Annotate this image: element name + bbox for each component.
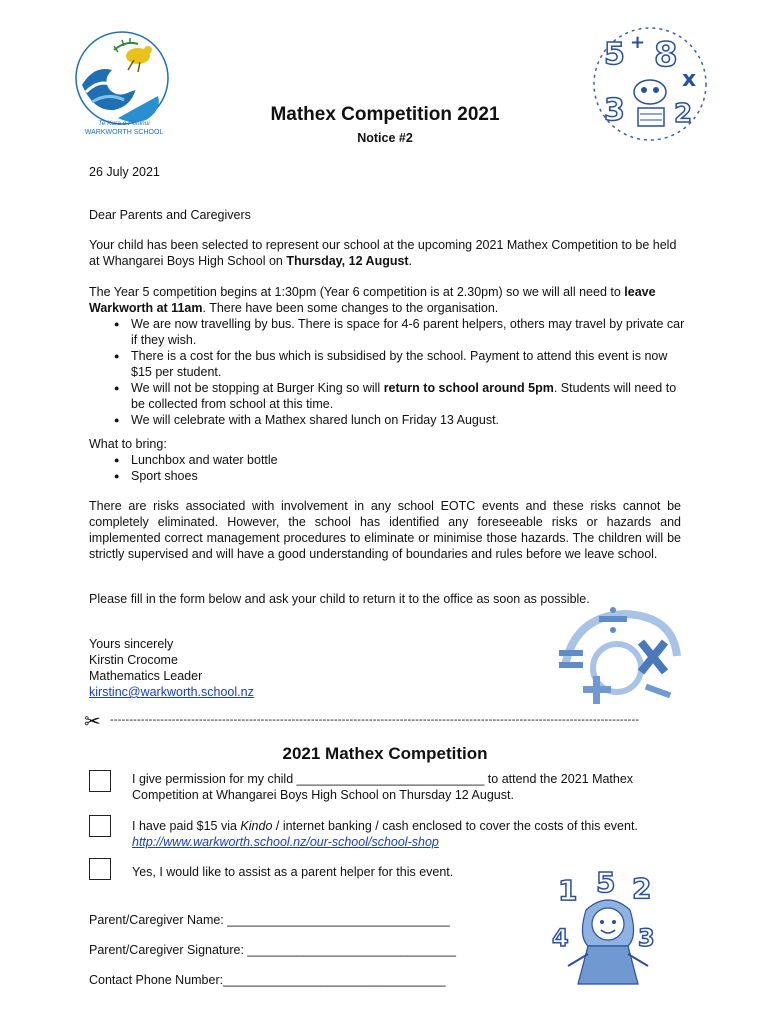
logo-school-name: WARKWORTH SCHOOL: [84, 129, 164, 136]
email-link[interactable]: kirstinc@warkworth.school.nz: [89, 685, 254, 699]
caregiver-signature-field[interactable]: Parent/Caregiver Signature: ______________________________: [89, 943, 456, 957]
helper-checkbox[interactable]: [89, 858, 111, 880]
numbers-collage-icon: [590, 24, 710, 144]
svg-text:2: 2: [674, 99, 693, 129]
list-item: ● Lunchbox and water bottle: [89, 452, 685, 468]
girl-numbers-art: [548, 866, 668, 990]
list-item: ● We will celebrate with a Mathex shared lunch on Friday 13 August.: [89, 412, 685, 428]
form-title: 2021 Mathex Competition: [282, 744, 488, 763]
svg-text:+: +: [630, 32, 646, 53]
school-shop-link[interactable]: http://www.warkworth.school.nz/our-school/school-shop: [132, 835, 439, 849]
bring-list: [89, 452, 685, 484]
svg-text:5: 5: [604, 37, 625, 72]
list-item: ● We are now travelling by bus. There is space for 4-6 parent helpers, others may travel by private car if they wish.: [89, 316, 685, 348]
form-request: Please fill in the form below and ask your child to return it to the office as soon as possible.: [89, 592, 590, 606]
svg-text:5: 5: [596, 866, 616, 899]
signatory-role: Mathematics Leader: [89, 669, 203, 683]
bring-heading: What to bring:: [89, 437, 167, 451]
svg-text:x: x: [682, 67, 697, 92]
competition-paragraph: The Year 5 competition begins at 1:30pm (Year 6 competition is at 2.30pm) so we will all need to leave Warkworth at 11am. There have been some changes to the organisation.: [89, 285, 656, 315]
cut-line: -----------------------------------------------------------------------------------------------------------------------------------------: [110, 714, 640, 726]
math-symbols-icon: [555, 606, 685, 716]
logo-maori-name: Te Kura o Puhinui: [98, 120, 150, 127]
svg-text:1: 1: [558, 874, 578, 907]
changes-list: [89, 316, 685, 428]
scissors-icon: ✂: [84, 709, 101, 733]
math-symbols-art: [555, 606, 685, 716]
helper-text: Yes, I would like to assist as a parent helper for this event.: [132, 865, 454, 879]
letter-date: 26 July 2021: [89, 165, 160, 179]
salutation: Dear Parents and Caregivers: [89, 208, 251, 222]
svg-text:8: 8: [654, 35, 678, 75]
permission-text: I give permission for my child ___________________________ to attend the 2021 Mathex Competition at Whangarei Boys High School on Thursday 12 August.: [132, 772, 634, 802]
svg-text:2: 2: [632, 872, 652, 905]
signoff: [89, 636, 254, 700]
girl-with-numbers-icon: [548, 866, 668, 990]
svg-text:3: 3: [604, 93, 625, 128]
list-item: ● Sport shoes: [89, 468, 685, 484]
list-item: ● We will not be stopping at Burger King so will return to school around 5pm. Students will need to be collected from school at this time.: [89, 380, 685, 412]
intro-paragraph: Your child has been selected to represent our school at the upcoming 2021 Mathex Competition to be held at Whangarei Boys High School on Thursday, 12 August.: [89, 238, 677, 268]
list-item: ● There is a cost for the bus which is subsidised by the school. Payment to attend this event is now $15 per student.: [89, 348, 685, 380]
permission-checkbox[interactable]: [89, 770, 111, 792]
contact-phone-field[interactable]: Contact Phone Number:________________________________: [89, 973, 446, 987]
notice-number: Notice #2: [357, 131, 413, 145]
caregiver-name-field[interactable]: Parent/Caregiver Name: ________________________________: [89, 913, 450, 927]
bring-section: [89, 436, 685, 484]
svg-text:3: 3: [638, 924, 655, 952]
svg-text:4: 4: [552, 924, 569, 952]
math-clipart-top: [590, 24, 710, 144]
page-title: Mathex Competition 2021: [270, 104, 500, 125]
signatory-name: Kirstin Crocome: [89, 653, 178, 667]
closing: Yours sincerely: [89, 637, 174, 651]
payment-text: I have paid $15 via Kindo / internet banking / cash enclosed to cover the costs of this event. http://www.warkworth.school.nz/our-school/school-shop: [132, 819, 638, 849]
risks-paragraph: There are risks associated with involvement in any school EOTC events and these risks cannot be completely eliminated. However, the school has identified any foreseeable risks or hazards and implemented correct management procedures to eliminate or minimise those hazards. The children will be strictly supervised and will have a good understanding of boundaries and rules before we leave school.: [89, 499, 681, 561]
payment-checkbox[interactable]: [89, 815, 111, 837]
competition-section: [89, 284, 685, 428]
